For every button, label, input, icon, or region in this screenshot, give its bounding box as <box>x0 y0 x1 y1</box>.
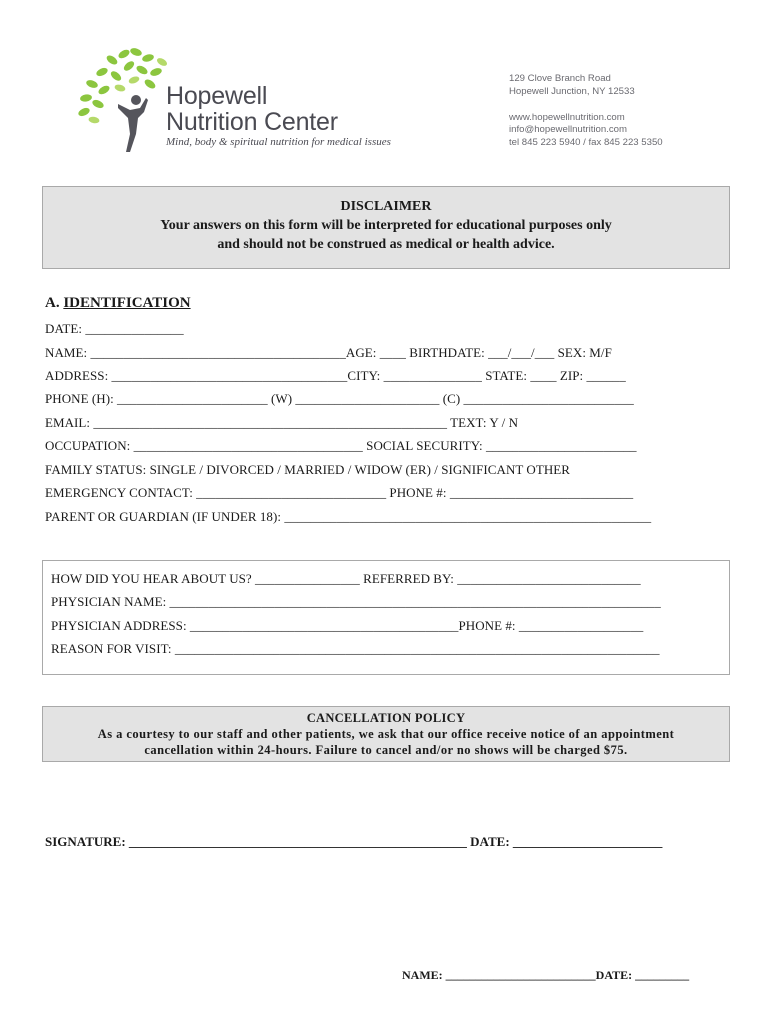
field-parent-guardian[interactable]: PARENT OR GUARDIAN (IF UNDER 18): ________________________________________________________ <box>45 509 652 524</box>
signature-field[interactable]: SIGNATURE: ____________________________________________________ DATE: _______________________ <box>45 834 663 849</box>
cancellation-policy-box <box>42 706 730 762</box>
field-name-age-birthdate-sex[interactable]: NAME: _______________________________________AGE: ____ BIRTHDATE: ___/___/___ SEX: M/F <box>45 345 612 360</box>
address-line2: Hopewell Junction, NY 12533 <box>509 85 635 97</box>
referral-box <box>42 560 730 675</box>
field-emergency-contact[interactable]: EMERGENCY CONTACT: _____________________________ PHONE #: ____________________________ <box>45 485 634 500</box>
disclaimer-box <box>42 186 730 269</box>
logo-name-line1: Hopewell <box>166 82 268 110</box>
disclaimer-title: DISCLAIMER <box>340 199 432 214</box>
email: info@hopewellnutrition.com <box>509 124 627 136</box>
logo-name-line2: Nutrition Center <box>166 108 338 136</box>
logo <box>74 44 434 156</box>
field-physician-address-phone[interactable]: PHYSICIAN ADDRESS: _________________________________________PHONE #: ___________________ <box>51 618 644 633</box>
contact-block <box>509 73 663 150</box>
field-how-heard-referred[interactable]: HOW DID YOU HEAR ABOUT US? ________________ REFERRED BY: ____________________________ <box>51 571 641 586</box>
section-identification-title <box>45 295 191 312</box>
footer-name-date[interactable]: NAME: _________________________DATE: _________ <box>402 968 690 982</box>
phone-fax: tel 845 223 5940 / fax 845 223 5350 <box>509 137 663 149</box>
website: www.hopewellnutrition.com <box>509 111 625 123</box>
cancellation-line2: cancellation within 24-hours. Failure to cancel and/or no shows will be charged $75. <box>144 743 628 757</box>
tree-logo-icon <box>74 44 174 156</box>
cancellation-title: CANCELLATION POLICY <box>306 711 466 725</box>
field-physician-name[interactable]: PHYSICIAN NAME: ___________________________________________________________________________ <box>51 594 661 609</box>
section-prefix: A. <box>45 295 64 311</box>
field-reason-for-visit[interactable]: REASON FOR VISIT: __________________________________________________________________________ <box>51 641 660 656</box>
field-occupation-ssn[interactable]: OCCUPATION: ___________________________________ SOCIAL SECURITY: _______________________ <box>45 438 637 453</box>
field-date[interactable]: DATE: _______________ <box>45 321 184 336</box>
logo-tagline: Mind, body & spiritual nutrition for medical issues <box>166 136 391 148</box>
field-email-text[interactable]: EMAIL: ______________________________________________________ TEXT: Y / N <box>45 415 519 430</box>
field-address-city-state-zip[interactable]: ADDRESS: ____________________________________CITY: _______________ STATE: ____ ZIP: ______ <box>45 368 626 383</box>
field-phones[interactable]: PHONE (H): _______________________ (W) ______________________ (C) __________________________ <box>45 391 634 406</box>
cancellation-line1: As a courtesy to our staff and other patients, we ask that our office receive notice of an appointment <box>97 727 675 741</box>
address-line1: 129 Clove Branch Road <box>509 73 611 84</box>
field-family-status[interactable]: FAMILY STATUS: SINGLE / DIVORCED / MARRIED / WIDOW (ER) / SIGNIFICANT OTHER <box>45 462 571 477</box>
section-heading: IDENTIFICATION <box>63 295 191 311</box>
disclaimer-line2: and should not be construed as medical or health advice. <box>217 237 555 252</box>
disclaimer-line1: Your answers on this form will be interpreted for educational purposes only <box>160 218 612 233</box>
